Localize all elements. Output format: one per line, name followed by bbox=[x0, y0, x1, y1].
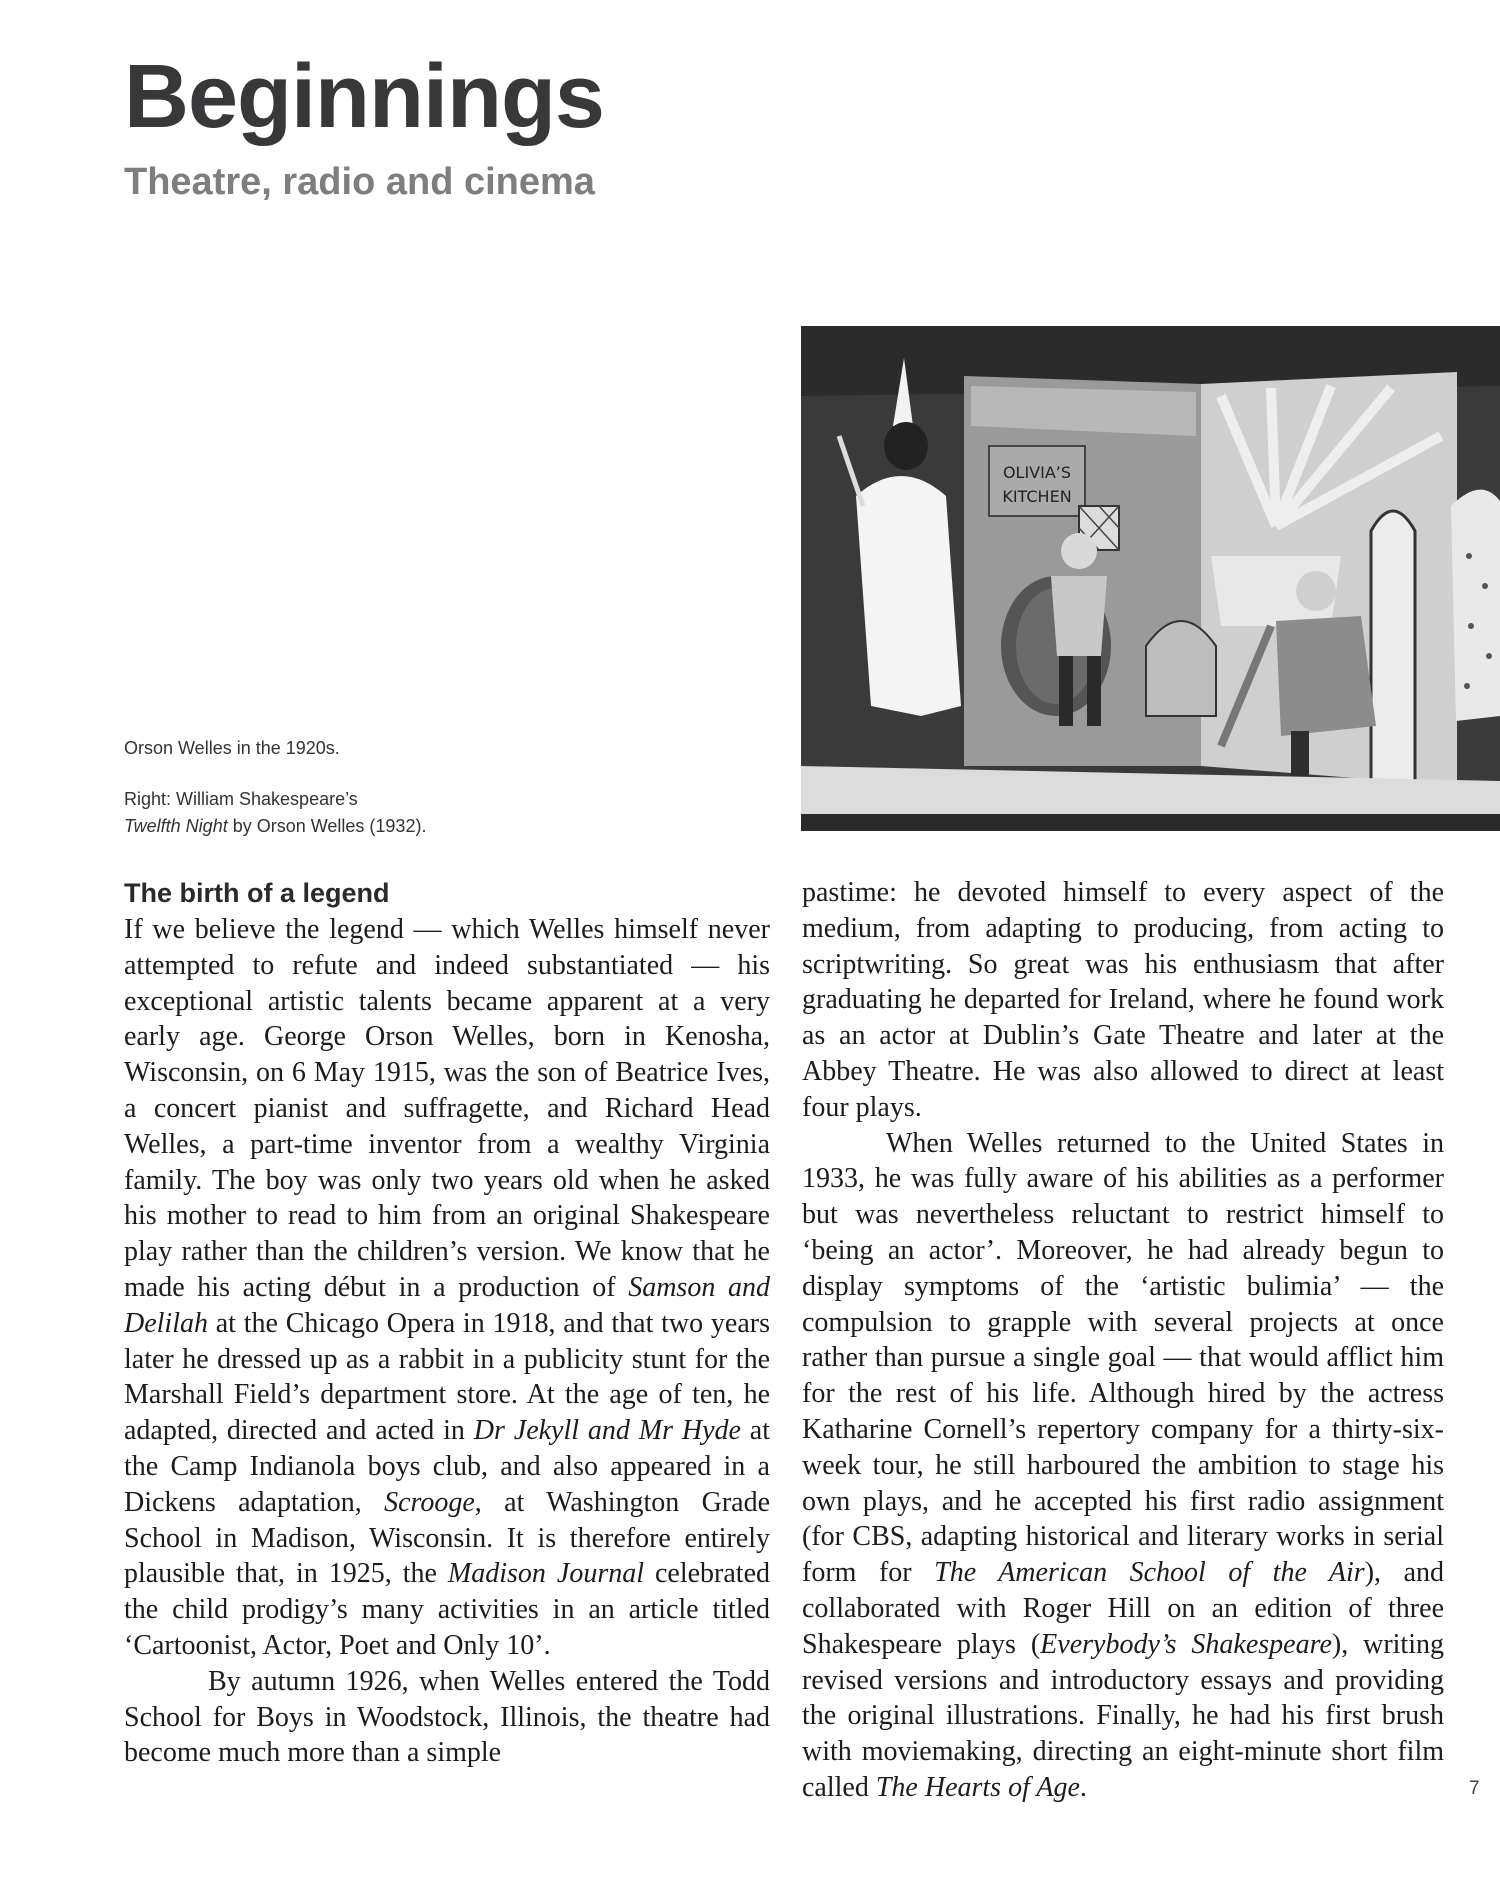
text-run: ), writing revised versions and introductory essays and providing the original illustrations. Finally, he had his first brush with moviemaking, directing an eight-minute short film called bbox=[802, 1628, 1444, 1803]
text-run: at the Camp Indianola boys club, and also appeared in a Dickens adaptation, bbox=[124, 1415, 770, 1518]
stage-photo bbox=[801, 326, 1500, 831]
page-number: 7 bbox=[1469, 1778, 1480, 1799]
text-run: celebrated the child prodigy’s many activities in an article titled ‘Cartoonist, Actor, Poet and Only 10’. bbox=[124, 1558, 770, 1661]
page-title: Beginnings bbox=[124, 47, 604, 147]
italic-title: The Hearts of Age bbox=[875, 1771, 1080, 1803]
paragraph-right-1: pastime: he devoted himself to every aspect of the medium, from adapting to producing, from acting to scriptwriting. So great was his enthusiasm that after graduating he departed for Ireland, where he found work as an actor at Dublin’s Gate Theatre and later at the Abbey Theatre. He was also allowed to direct at least four plays. bbox=[802, 877, 1444, 1123]
italic-title: Samson and Delilah bbox=[124, 1271, 770, 1339]
olivias-kitchen-sign bbox=[989, 446, 1085, 516]
text-run: If we believe the legend — which Welles himself never attempted to refute and indeed substantiated — his exceptional artistic talents became apparent at a very early age. George Orson Welles, born in Kenosha, Wisconsin, on 6 May 1915, was the son of Beatrice Ives, a concert pianist and suffragette, and Richard Head Welles, a part-time inventor from a wealthy Virginia family. The boy was only two years old when he asked his mother to read to him from an original Shakespeare play rather than the children’s version. We know that he made his acting début in a production of bbox=[124, 914, 770, 1303]
text-run: . bbox=[1079, 1771, 1087, 1803]
caption-right-suffix: by Orson Welles (1932). bbox=[227, 816, 427, 836]
paragraph-right-2 bbox=[802, 1126, 1444, 1806]
sign-line-2: KITCHEN bbox=[1002, 487, 1072, 506]
text-run: When Welles returned to the United States in 1933, he was fully aware of his abilities as a performer but was nevertheless reluctant to restrict himself to ‘being an actor’. Moreover, he had already begun to display symptoms of the ‘artistic bulimia’ — the compulsion to grapple with several projects at once rather than pursue a single goal — that would afflict him for the rest of his life. Although hired by the actress Katharine Cornell’s repertory company for a thirty-six-week tour, he still harboured the ambition to stage his own plays, and he accepted his first radio assignment (for CBS, adapting historical and literary works in serial form for bbox=[802, 1127, 1444, 1589]
text-run: , at Washington Grade School in Madison, Wisconsin. It is therefore entirely plausible that, in 1925, the bbox=[124, 1486, 771, 1590]
italic-title: The American School of the Air bbox=[934, 1557, 1365, 1589]
italic-title: Madison Journal bbox=[447, 1558, 644, 1590]
article-left-column bbox=[124, 875, 770, 1771]
text-run: ), and collaborated with Roger Hill on an edition of three Shakespeare plays ( bbox=[802, 1557, 1444, 1660]
section-heading: The birth of a legend bbox=[124, 878, 390, 908]
sign-line-1: OLIVIA’S bbox=[1002, 463, 1072, 482]
caption-right bbox=[124, 786, 426, 840]
page-subtitle: Theatre, radio and cinema bbox=[124, 161, 595, 203]
text-run: at the Chicago Opera in 1918, and that two years later he dressed up as a rabbit in a publicity stunt for the Marshall Field’s department store. At the age of ten, he adapted, directed and acted in bbox=[124, 1307, 770, 1447]
paragraph-left-2: By autumn 1926, when Welles entered the Todd School for Boys in Woodstock, Illinois, the theatre had become much more than a simple bbox=[124, 1665, 770, 1769]
italic-title: Everybody’s Shakespeare bbox=[1040, 1628, 1332, 1660]
caption-portrait: Orson Welles in the 1920s. bbox=[124, 738, 340, 758]
italic-title: Dr Jekyll and Mr Hyde bbox=[473, 1415, 741, 1447]
caption-right-prefix: Right: William Shakespeare’s bbox=[124, 789, 358, 809]
paragraph-left-1 bbox=[124, 912, 770, 1664]
article-right-column bbox=[802, 875, 1444, 1806]
caption-right-play-title: Twelfth Night bbox=[124, 816, 228, 836]
italic-title: Scrooge bbox=[384, 1486, 475, 1518]
